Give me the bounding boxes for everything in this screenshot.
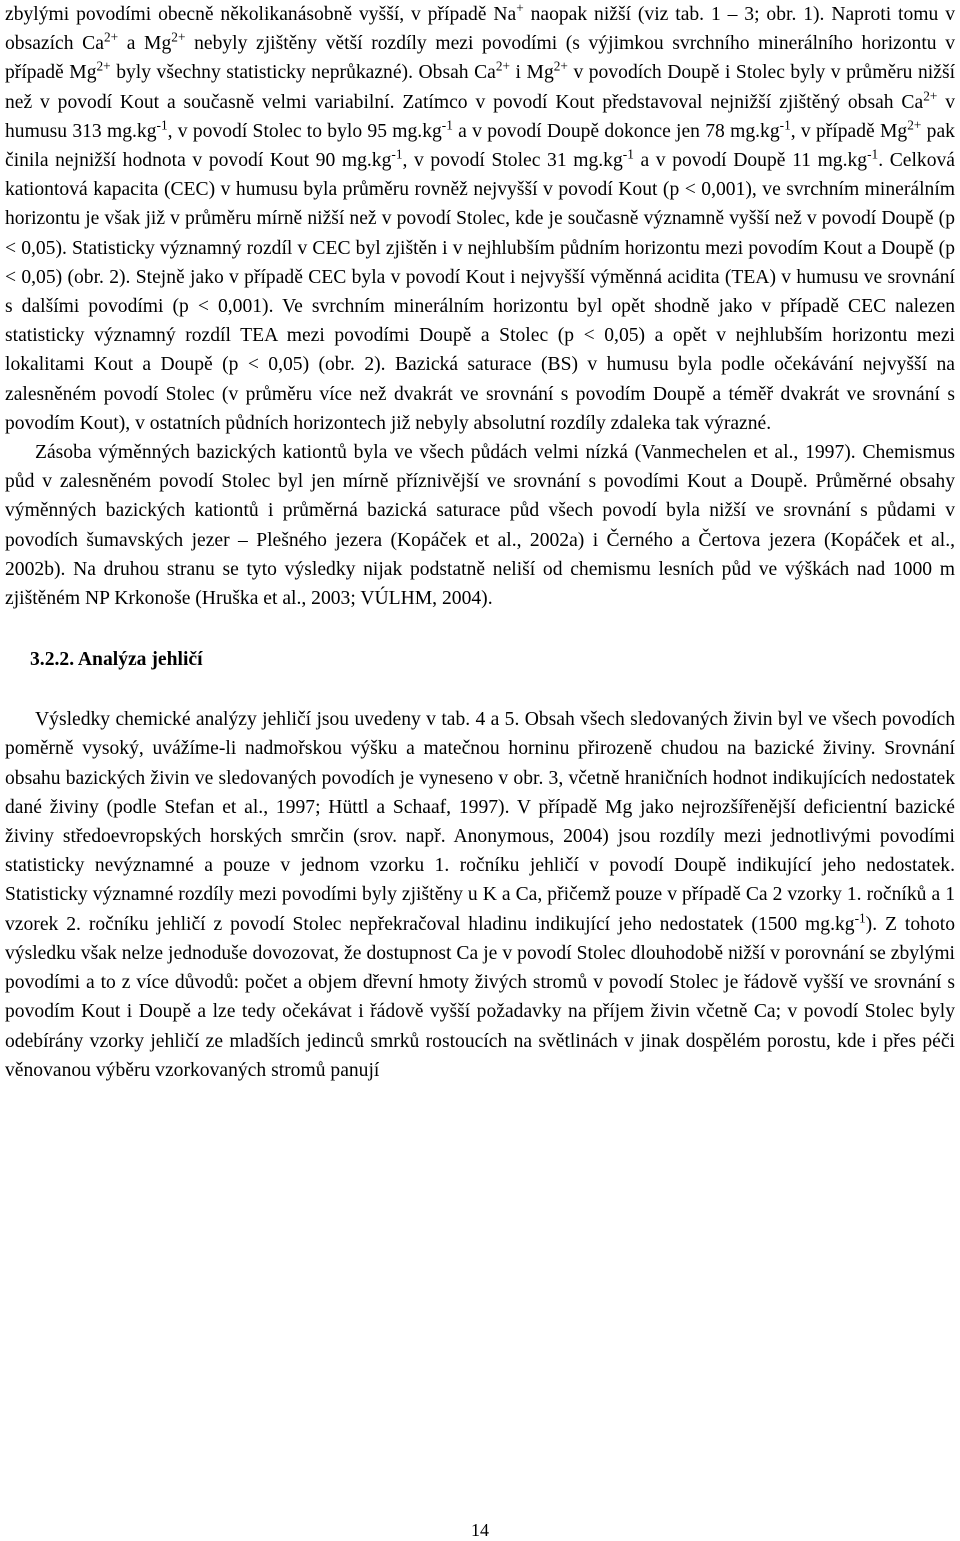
superscript: 2+ bbox=[923, 88, 938, 104]
superscript: 2+ bbox=[495, 59, 511, 75]
text-run: i Mg bbox=[510, 62, 554, 84]
superscript: 2+ bbox=[96, 59, 111, 75]
text-run: a Mg bbox=[118, 33, 172, 55]
text-run: a v povodí Doupě dokonce jen 78 mg.kg bbox=[452, 120, 780, 142]
text-run: Výsledky chemické analýzy jehličí jsou uvedeny v tab. 4 a 5. Obsah všech sledovaných živin byl ve všech povodích poměrně vysoký, uvážíme-li nadmořskou výšku a matečnou horninu přirozeně chudou na bazické živiny. Srovnání obsahu bazických živin ve sledovaných povodích je vyneseno v obr. 3, včetně hraničních hodnot indikujících nedostatek dané živiny (podle Stefan et al., 1997; Hüttl a Schaaf, 1997). V případě Mg jako nejrozšířenější deficientní bazické živiny středoevropských horských smrčin (srov. např. Anonymous, 2004) jsou rozdíly mezi jednotlivými povodími statisticky nevýznamné a pouze v jednom vzorku 1. ročníku jehličí v povodí Doupě indikující jeho nedostatek. Statisticky významné rozdíly mezi povodími byly zjištěny u K a Ca, přičemž pouze v případě Ca 2 vzorky 1. ročníků a 1 vzorek 2. ročníku jehličí z povodí Stolec nepřekračoval hladinu indikující jeho nedostatek (1500 mg.kg bbox=[5, 709, 955, 935]
text-run: naopak nižší (viz tab. 1 – 3; obr. 1). Naproti tomu v obsazích Ca bbox=[5, 4, 955, 55]
text-run: pak činila nejnižší hodnota v povodí Kout 90 mg.kg bbox=[5, 120, 955, 172]
document-page bbox=[5, 0, 955, 1085]
text-run: , v povodí Stolec to bylo 95 mg.kg bbox=[167, 120, 442, 142]
superscript: 2+ bbox=[103, 29, 119, 45]
section-heading: 3.2.2. Analýza jehličí bbox=[30, 649, 203, 671]
paragraph-base-cations bbox=[5, 438, 955, 613]
superscript: -1 bbox=[779, 117, 791, 133]
superscript: -1 bbox=[391, 146, 403, 162]
paragraph-needle-analysis bbox=[5, 705, 955, 1085]
superscript: 2+ bbox=[907, 117, 922, 133]
text-run: v povodích Doupě i Stolec byly v průměru nižší než v povodí Kout a současně velmi variabilní. Zatímco v povodí Kout představoval nejnižší zjištěný obsah Ca bbox=[5, 62, 956, 113]
text-run: nebyly zjištěny větší rozdíly mezi povodími (s výjimkou svrchního minerálního horizontu v případě Mg bbox=[5, 33, 955, 84]
paragraph-soil-chemistry bbox=[5, 0, 955, 438]
text-run: zbylými povodími obecně několikanásobně vyšší, v případě Na bbox=[5, 4, 517, 25]
superscript: -1 bbox=[156, 117, 168, 133]
spacer bbox=[5, 674, 955, 705]
text-run: a v povodí Doupě 11 mg.kg bbox=[633, 150, 868, 172]
text-run: ). Z tohoto výsledku však nelze jednoduše dovozovat, že dostupnost Ca je v povodí Stolec dlouhodobě nižší v porovnání se zbylými povodími a to z více důvodů: počet a objem dřevní hmoty živých stromů v povodí Stolec je řádově vyšší ve srovnání s povodím Kout i Doupě a lze tedy očekávat i řádově vyšší požadavky na příjem živin včetně Ca; v povodí Stolec byly odebírány vzorky jehličí ze mladších jedinců smrků rostoucích na světlinách v jinak dospělém porostu, kde i přes péči věnovanou výběru vzorkovaných stromů panují bbox=[5, 913, 955, 1081]
text-run: Zásoba výměnných bazických kationtů byla ve všech půdách velmi nízká (Vanmechelen et al., 1997). Chemismus půd v zalesněném povodí Stolec byl jen mírně příznivější ve srovnání s povodími Kout a Doupě. Průměrné obsahy výměnných bazických kationtů i průměrná bazická saturace půd všech povodí byla nižší ve srovnání s půdami v povodích šumavských jezer – Plešného jezera (Kopáček et al., 2002a) i Černého a Čertova jezera (Kopáček et al., 2002b). Na druhou stranu se tyto výsledky nijak podstatně neliší od chemismu lesních půd ve výškách nad 1000 m zjištěném NP Krkonoše (Hruška et al., 2003; VÚLHM, 2004). bbox=[5, 442, 955, 610]
superscript: -1 bbox=[867, 146, 879, 162]
text-run: , v povodí Stolec 31 mg.kg bbox=[402, 150, 623, 172]
spacer bbox=[5, 613, 955, 645]
superscript: 2+ bbox=[171, 29, 186, 45]
superscript: -1 bbox=[854, 910, 866, 926]
superscript: + bbox=[516, 0, 524, 16]
text-run: v humusu 313 mg.kg bbox=[5, 91, 955, 142]
superscript: -1 bbox=[622, 146, 634, 162]
superscript: 2+ bbox=[553, 59, 568, 75]
superscript: -1 bbox=[441, 117, 453, 133]
text-run: , v případě Mg bbox=[790, 120, 908, 142]
page-number: 14 bbox=[471, 1520, 489, 1540]
text-run: byly všechny statisticky neprůkazné). Obsah Ca bbox=[110, 62, 496, 84]
text-run: . Celková kationtová kapacita (CEC) v humusu byla průměru rovněž nejvyšší v povodí Kout (p < 0,001), ve svrchním minerálním horizontu je však již v průměru mírně nižší než v povodí Stolec, kde je současně významně vyšší než v povodí Doupě (p < 0,05). Statisticky významný rozdíl v CEC byl zjištěn i v nejhlubším půdním horizontu mezi povodím Kout a Doupě (p < 0,05) (obr. 2). Stejně jako v případě CEC byla v povodí Kout i nejvyšší výměnná acidita (TEA) v humusu ve srovnání s dalšími povodími (p < 0,001). Ve svrchním minerálním horizontu byl opět shodně jako v případě CEC nalezen statisticky významný rozdíl TEA mezi povodími Doupě a Stolec (p < 0,05) a opět v nejhlubším horizontu mezi lokalitami Kout a Doupě (p < 0,05) (obr. 2). Bazická saturace (BS) v humusu byla podle očekávání nejvyšší na zalesněném povodí Stolec (v průměru více než dvakrát ve srovnání s povodím Doupě a téměř dvakrát ve srovnání s povodím Kout), v ostatních půdních horizontech již nebyly absolutní rozdíly zdaleka tak výrazné. bbox=[5, 150, 955, 434]
